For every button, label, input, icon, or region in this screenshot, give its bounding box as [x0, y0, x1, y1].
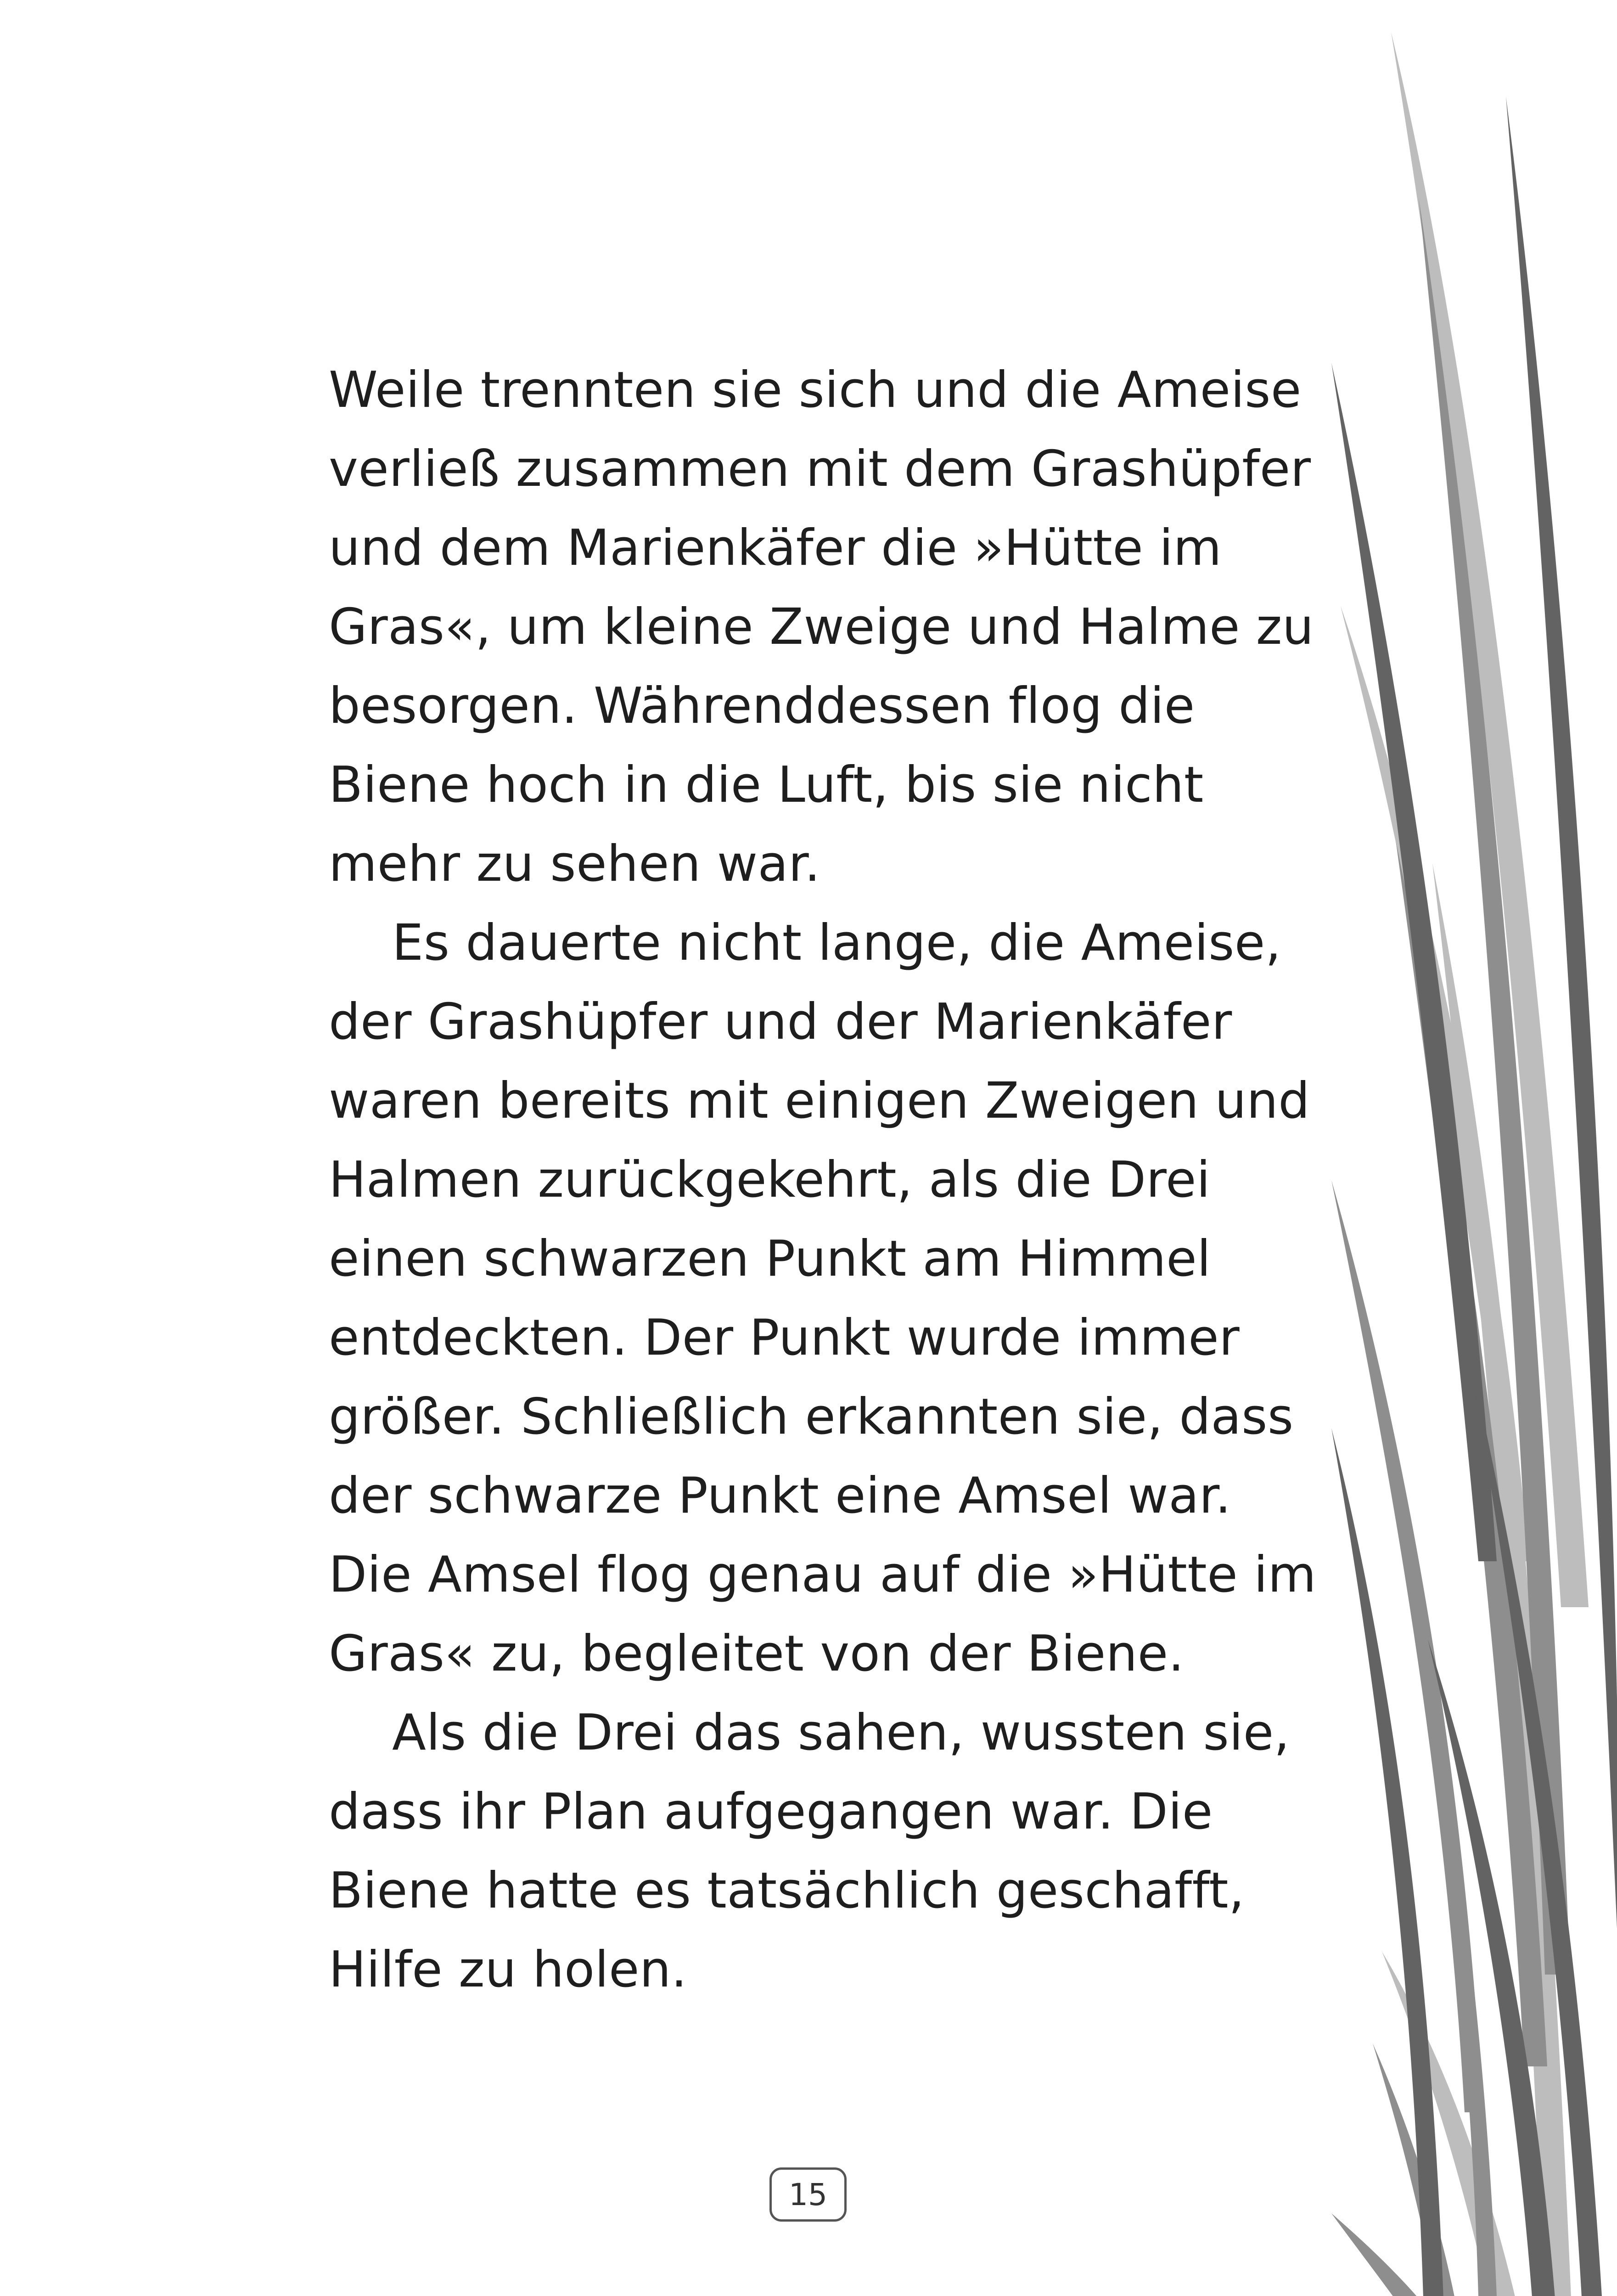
text-line: der schwarze Punkt eine Amsel war. [329, 1467, 1231, 1525]
grass-illustration [1331, 0, 1617, 2296]
text-line: entdeckten. Der Punkt wurde immer [329, 1309, 1240, 1367]
text-line: und dem Marienkäfer die »Hütte im [329, 519, 1222, 577]
text-line: Weile trennten sie sich und die Ameise [329, 361, 1302, 419]
text-line: waren bereits mit einigen Zweigen und [329, 1072, 1310, 1130]
text-line: mehr zu sehen war. [329, 835, 821, 893]
text-line: besorgen. Währenddessen flog die [329, 677, 1195, 735]
paragraph-start-line: Es dauerte nicht lange, die Ameise, [392, 914, 1281, 972]
text-line: Halmen zurückgekehrt, als die Drei [329, 1151, 1211, 1209]
page-number-badge [769, 2167, 847, 2222]
text-line: Gras« zu, begleitet von der Biene. [329, 1625, 1185, 1683]
page-number: 15 [789, 2177, 827, 2212]
text-line: Biene hoch in die Luft, bis sie nicht [329, 756, 1204, 814]
grass-blade-dark [1331, 1428, 1446, 2296]
text-line: einen schwarzen Punkt am Himmel [329, 1230, 1211, 1288]
text-line: dass ihr Plan aufgegangen war. Die [329, 1783, 1213, 1840]
text-line: verließ zusammen mit dem Grashüpfer [329, 440, 1311, 498]
text-line: Die Amsel flog genau auf die »Hütte im [329, 1546, 1317, 1604]
paragraph-start-line: Als die Drei das sahen, wussten sie, [392, 1704, 1290, 1761]
text-line: der Grashüpfer und der Marienkäfer [329, 993, 1232, 1051]
story-text [329, 351, 1316, 2009]
text-line: Hilfe zu holen. [329, 1941, 687, 1998]
text-line: größer. Schließlich erkannten sie, dass [329, 1388, 1294, 1446]
grass-blade-mid [1331, 2213, 1478, 2296]
text-line: Gras«, um kleine Zweige und Halme zu [329, 598, 1314, 656]
text-line: Biene hatte es tatsächlich geschafft, [329, 1862, 1245, 1919]
